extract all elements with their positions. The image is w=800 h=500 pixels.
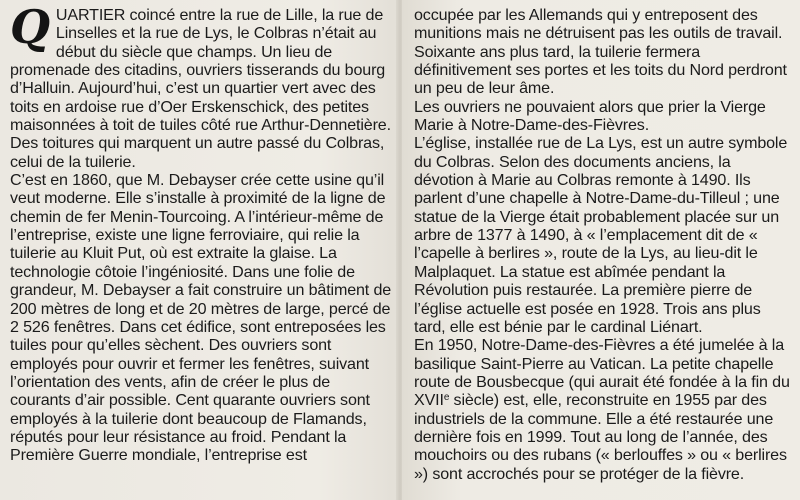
left-column: [10, 0, 392, 465]
paragraph-text: UARTIER coincé entre la rue de Lille, la rue de Linselles et la rue de Lys, le Colbras n’était au début du siècle que champs. Un lieu de promenade des citadins, ouvriers tisserands du bourg d’Halluin. Aujourd’hui, c’est un quartier vert avec des toits en ardoise rue d’Oer Erskenschick, des petites maisonnées à toit de tuiles côté rue Arthur-Dennetière. Des toitures qui marquent un autre passé du Colbras, celui de la tuilerie.: [10, 6, 391, 171]
right-page: [402, 0, 800, 500]
paragraph-jumelage: [414, 336, 792, 483]
paragraph-vierge-marie: Les ouvriers ne pouvaient alors que prier la Vierge Marie à Notre-Dame-des-Fièvres.: [414, 97, 766, 135]
paragraph-occupation: occupée par les Allemands qui y entreposent des munitions mais ne détruisent pas les outils de travail. Soixante ans plus tard, la tuilerie fermera définitivement ses portes et les toits du Nord perdront un peu de leur âme.: [414, 6, 787, 98]
left-page: [0, 0, 398, 500]
dropcap-letter: Q: [10, 0, 50, 54]
paragraph-debayser: C’est en 1860, que M. Debayser crée cette usine qu’il veut moderne. Elle s’installe à proximité de la ligne de chemin de fer Menin-Tourcoing. A l’intérieur-même de l’entreprise, existe une ligne ferroviaire, qui relie la tuilerie au Kluit Put, où est extraite la glaise. La technologie côtoie l’ingéniosité. Dans une folie de grandeur, M. Debayser a fait construire un bâtiment de 200 mètres de long et de 20 mètres de large, percé de 2 526 fenêtres. Dans cet édifice, sont entreposées les tuiles pour qu’elles sèchent. Des ouvriers sont employés pour ouvrir et fermer les fenêtres, suivant l’orientation des vents, afin de créer le plus de courants d’air possible. Cent quarante ouvriers sont employés à la tuilerie dont beaucoup de Flamands, réputés pour leur résistance au froid. Pendant la Première Guerre mondiale, l’entreprise est: [10, 171, 392, 465]
right-column: [414, 6, 792, 483]
paragraph-text-b: siècle) est, elle, reconstruite en 1955 par des industriels de la commune. Elle a été restaurée une dernière fois en 1999. Tout au long de l’année, des mouchoirs ou des rubans (« berlouffes » ou « berlires ») sont accrochés pour se protéger de la fièvre.: [414, 391, 787, 483]
paragraph-tuilerie-intro: [10, 0, 392, 171]
paragraph-eglise: L’église, installée rue de La Lys, est un autre symbole du Colbras. Selon des documents anciens, la dévotion à Marie au Colbras remonte à 1490. Ils parlent d’une chapelle à Notre-Dame-du-Tilleul ; une statue de la Vierge était probablement placée sur un arbre de 1377 à 1490, à « l’emplacement dit de « l’capelle à berlires », route de la Lys, au lieu-dit le Malplaquet. La statue est abîmée pendant la Révolution puis restaurée. La première pierre de l’église actuelle est posée en 1928. Trois ans plus tard, elle est bénie par le cardinal Liénart.: [414, 134, 788, 336]
century-superscript: e: [443, 392, 450, 404]
paragraph-text-a: En 1950, Notre-Dame-des-Fièvres a été jumelée à la basilique Saint-Pierre au Vatican. La petite chapelle route de Bousbecque (qui aurait été fondée à la fin du XVII: [414, 336, 790, 410]
